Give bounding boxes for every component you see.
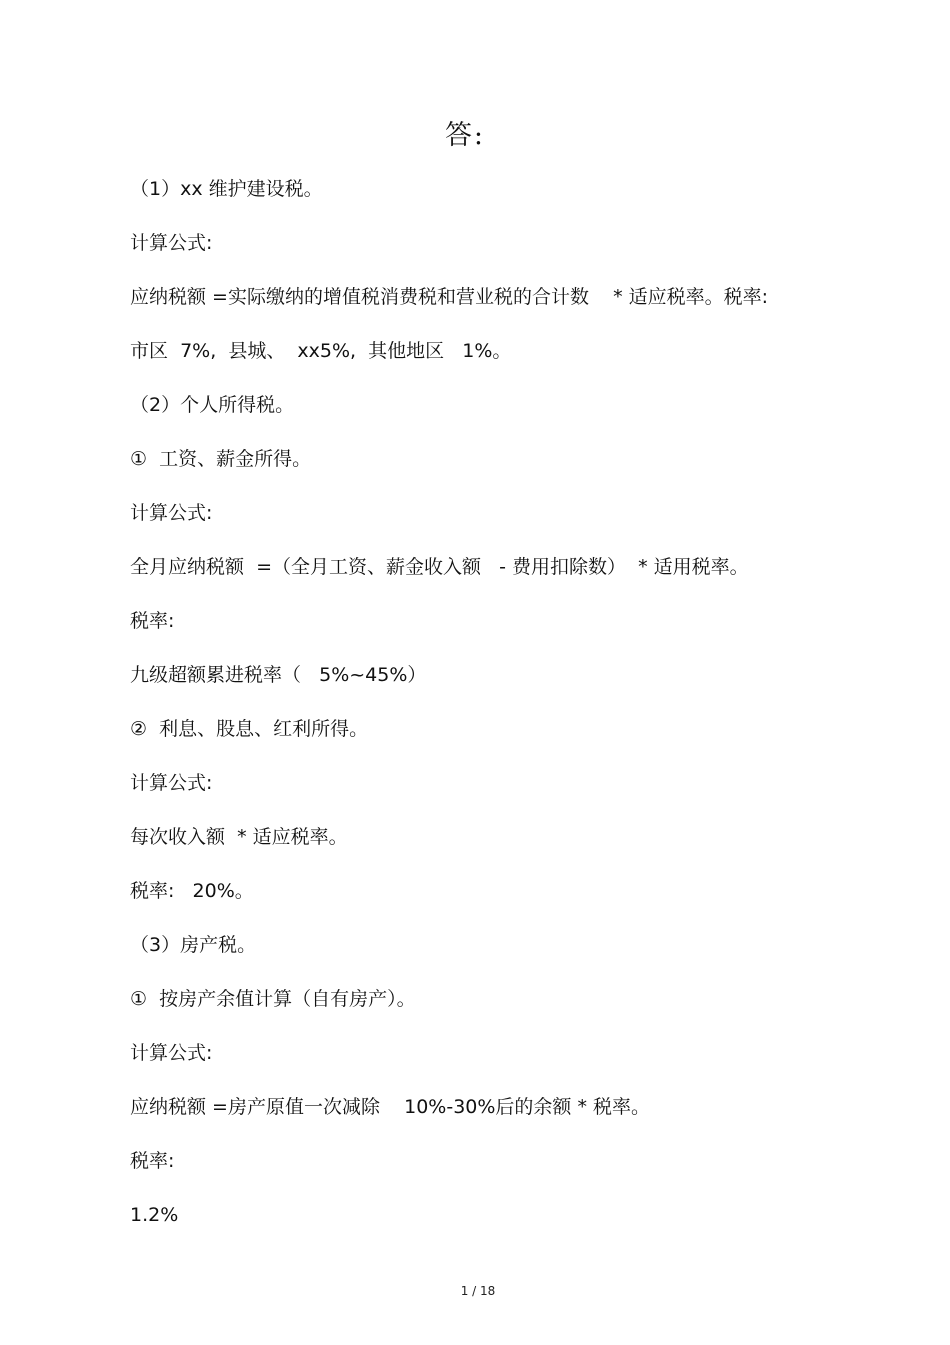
text-line: ① 按房产余值计算（自有房产）。 bbox=[130, 988, 416, 1010]
text-line: 计算公式: bbox=[130, 232, 213, 254]
text-line: 市区 7%, 县城、 xx5%, 其他地区 1%。 bbox=[130, 340, 512, 362]
text-line: 计算公式: bbox=[130, 772, 213, 794]
text-line: ① 工资、薪金所得。 bbox=[130, 448, 312, 470]
text-line: 税率: 20%。 bbox=[130, 880, 254, 902]
text-line: 全月应纳税额 =（全月工资、薪金收入额 - 费用扣除数） * 适用税率。 bbox=[130, 556, 749, 578]
document-title: 答: bbox=[444, 120, 486, 151]
text-line: （1）xx 维护建设税。 bbox=[130, 178, 323, 200]
text-line: 计算公式: bbox=[130, 1042, 213, 1064]
text-line: 应纳税额 =实际缴纳的增值税消费税和营业税的合计数 * 适应税率。税率: bbox=[130, 286, 769, 308]
text-line: 应纳税额 =房产原值一次减除 10%-30%后的余额 * 税率。 bbox=[130, 1096, 651, 1118]
page-number: 1 / 18 bbox=[460, 1284, 496, 1298]
text-line: 税率: bbox=[130, 1150, 175, 1172]
text-line: （3）房产税。 bbox=[130, 934, 257, 956]
text-line: 税率: bbox=[130, 610, 175, 632]
text-line: 1.2% bbox=[130, 1204, 179, 1226]
text-line: 九级超额累进税率（ 5%~45%） bbox=[130, 664, 427, 686]
text-line: 计算公式: bbox=[130, 502, 213, 524]
text-line: （2）个人所得税。 bbox=[130, 394, 295, 416]
text-line: ② 利息、股息、红利所得。 bbox=[130, 718, 369, 740]
text-line: 每次收入额 * 适应税率。 bbox=[130, 826, 348, 848]
